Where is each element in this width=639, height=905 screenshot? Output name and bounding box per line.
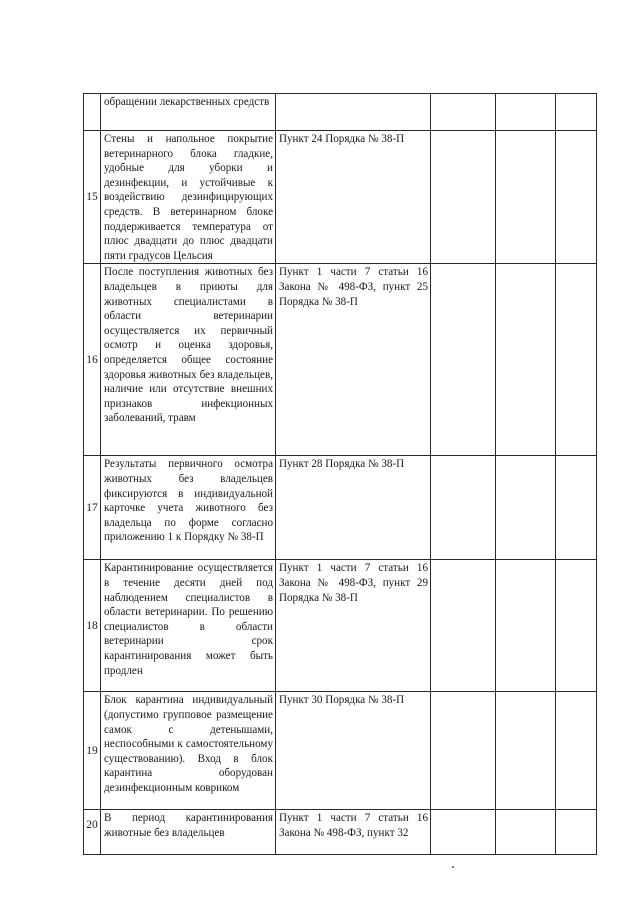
empty-cell: [556, 131, 597, 264]
reference-cell: [276, 131, 431, 264]
empty-cell: [556, 94, 597, 131]
empty-cell: [496, 131, 556, 264]
reference-text: Пункт 1 части 7 статьи 16 Закона № 498-ФЗ, пункт 29 Порядка № 38-П: [279, 562, 428, 604]
requirement-cell: [101, 456, 276, 560]
empty-cell: [556, 264, 597, 456]
reference-text: Пункт 30 Порядка № 38-П: [279, 694, 405, 707]
empty-cell: [556, 810, 597, 855]
reference-cell: [276, 810, 431, 855]
row-number: 15: [84, 131, 101, 264]
reference-cell: [276, 692, 431, 810]
empty-cell: [556, 560, 597, 692]
empty-cell: [496, 264, 556, 456]
empty-cell: [431, 560, 496, 692]
empty-cell: [431, 456, 496, 560]
empty-cell: [496, 810, 556, 855]
requirement-text: Результаты первичного осмотра животных без владельцев фиксируются в индивидуальной карточке учета животного без владельца по форме согласно приложению 1 к Порядку № 38-П: [104, 458, 273, 544]
requirement-text: Карантинирование осуществляется в течение десяти дней под наблюдением специалистов в области ветеринарии. По решению специалистов в области ветеринарии срок карантинирования может быть продлен: [104, 562, 273, 677]
empty-cell: [556, 692, 597, 810]
reference-text: Пункт 1 части 7 статьи 16 Закона № 498-ФЗ, пункт 32: [279, 812, 428, 839]
empty-cell: [431, 264, 496, 456]
requirement-text: Стены и напольное покрытие ветеринарного блока гладкие, удобные для уборки и дезинфекции, и устойчивые к воздействию дезинфицирующих средств. В ветеринарном блоке поддерживается температура от плюс двадцати до плюс двадцати пяти градусов Цельсия: [104, 133, 273, 262]
reference-text: Пункт 24 Порядка № 38-П: [279, 133, 405, 145]
empty-cell: [431, 692, 496, 810]
empty-cell: [496, 692, 556, 810]
row-number: 18: [84, 560, 101, 692]
requirement-text: После поступления животных без владельцев в приюты для животных специалистами в области ветеринарии осуществляется их первичный осмотр и оценка здоровья, определяется общее состояние здоровья животных без владельцев, наличие или отсутствие внешних признаков инфекционных заболеваний, травм: [104, 266, 273, 425]
reference-cell: [276, 264, 431, 456]
requirement-cell: [101, 131, 276, 264]
reference-cell: [276, 560, 431, 692]
reference-text: Пункт 28 Порядка № 38-П: [279, 458, 405, 471]
row-number: 20: [84, 810, 101, 855]
empty-cell: [496, 560, 556, 692]
reference-cell: [276, 456, 431, 560]
row-number: 19: [84, 692, 101, 810]
reference-text: Пункт 1 части 7 статьи 16 Закона № 498-ФЗ, пункт 25 Порядка № 38-П: [279, 266, 428, 308]
empty-cell: [431, 131, 496, 264]
reference-cell: [276, 94, 431, 131]
requirement-text: Блок карантина индивидуальный (допустимо групповое размещение самок с детенышами, неспособными к самостоятельному существованию). Вход в блок карантина оборудован дезинфекционным ковриком: [104, 694, 273, 794]
requirement-cell: [101, 810, 276, 855]
table-row: [84, 131, 597, 264]
row-number: 16: [84, 264, 101, 456]
reference-text: [276, 94, 430, 95]
requirement-cell: [101, 560, 276, 692]
table-row: [84, 810, 597, 855]
requirement-text: В период карантинирования животные без владельцев: [104, 812, 273, 839]
empty-cell: [556, 456, 597, 560]
empty-cell: [431, 94, 496, 131]
empty-cell: [496, 456, 556, 560]
empty-cell: [431, 810, 496, 855]
scan-speck: [452, 866, 454, 868]
table-row: [84, 692, 597, 810]
row-number: 17: [84, 456, 101, 560]
empty-cell: [496, 94, 556, 131]
requirement-text: обращении лекарственных средств: [104, 96, 270, 108]
requirement-cell: [101, 94, 276, 131]
requirements-table: [83, 93, 597, 855]
row-number: [84, 94, 101, 131]
requirement-cell: [101, 692, 276, 810]
table-row: [84, 456, 597, 560]
table-row: [84, 560, 597, 692]
requirement-cell: [101, 264, 276, 456]
table-row: [84, 264, 597, 456]
table-row: [84, 94, 597, 131]
